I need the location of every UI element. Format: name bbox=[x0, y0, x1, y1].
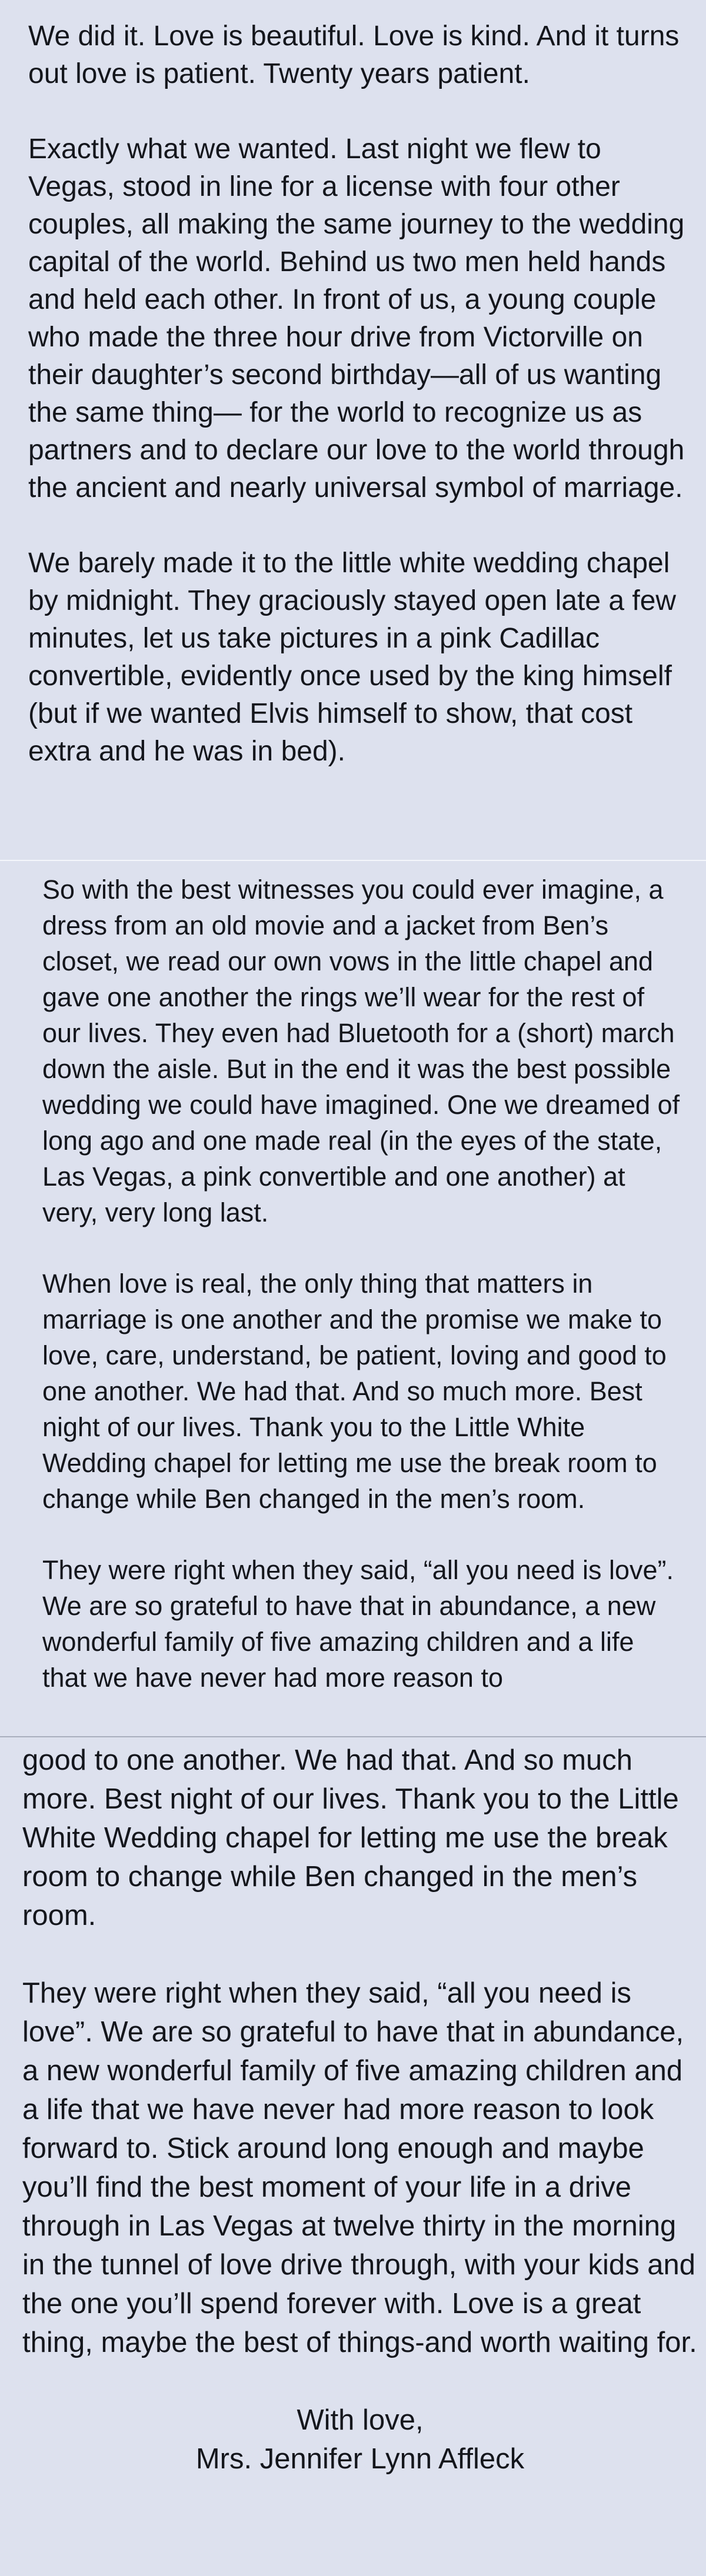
signature: Mrs. Jennifer Lynn Affleck bbox=[195, 2443, 525, 2475]
paragraph: We barely made it to the little white wedding chapel by midnight. They graciously stayed open late a few minutes, let us take pictures in a pink Cadillac convertible, evidently once used by the king himself (but if we wanted Elvis himself to show, that cost extra and he was in bed). bbox=[28, 548, 677, 767]
screenshot-panel-1 bbox=[0, 0, 706, 860]
screenshot-panel-2 bbox=[0, 860, 706, 1736]
paragraph: So with the best witnesses you could ever imagine, a dress from an old movie and a jacket from Ben’s closet, we read our own vows in the little chapel and gave one another the rings we’ll wear for the rest of our lives. They even had Bluetooth for a (short) march down the aisle. But in the end it was the best possible wedding we could have imagined. One we dreamed of long ago and one made real (in the eyes of the state, Las Vegas, a pink convertible and one another) at very, very long last. bbox=[42, 875, 680, 1227]
paragraph: good to one another. We had that. And so much more. Best night of our lives. Thank you to the Little White Wedding chapel for letting me use the break room to change while Ben changed in the men’s room. bbox=[22, 1744, 679, 1931]
signoff-line: With love, bbox=[297, 2404, 424, 2436]
paragraph: Exactly what we wanted. Last night we flew to Vegas, stood in line for a license with four other couples, all making the same journey to the wedding capital of the world. Behind us two men held hands and held each other. In front of us, a young couple who made the three hour drive from Victorville on their daughter’s second birthday—all of us wanting the same thing— for the world to recognize us as partners and to declare our love to the world through the ancient and nearly universal symbol of marriage. bbox=[28, 134, 685, 503]
screenshot-panel-3 bbox=[0, 1736, 706, 2576]
paragraph: When love is real, the only thing that matters in marriage is one another and the promise we make to love, care, understand, be patient, loving and good to one another. We had that. And so much more. Best night of our lives. Thank you to the Little White Wedding chapel for letting me use the break room to change while Ben changed in the men’s room. bbox=[42, 1269, 667, 1514]
paragraph: They were right when they said, “all you need is love”. We are so grateful to have that in abundance, a new wonderful family of five amazing children and a life that we have never had more reason to look forward to. Stick around long enough and maybe you’ll find the best moment of your life in a drive through in Las Vegas at twelve thirty in the morning in the tunnel of love drive through, with your kids and the one you’ll spend forever with. Love is a great thing, maybe the best of things-and worth waiting for. bbox=[22, 1977, 697, 2358]
signoff bbox=[22, 2401, 698, 2478]
paragraph: They were right when they said, “all you need is love”. We are so grateful to have that in abundance, a new wonderful family of five amazing children and a life that we have never had more reason to bbox=[42, 1555, 674, 1693]
paragraph: We did it. Love is beautiful. Love is kind. And it turns out love is patient. Twenty years patient. bbox=[28, 21, 680, 89]
